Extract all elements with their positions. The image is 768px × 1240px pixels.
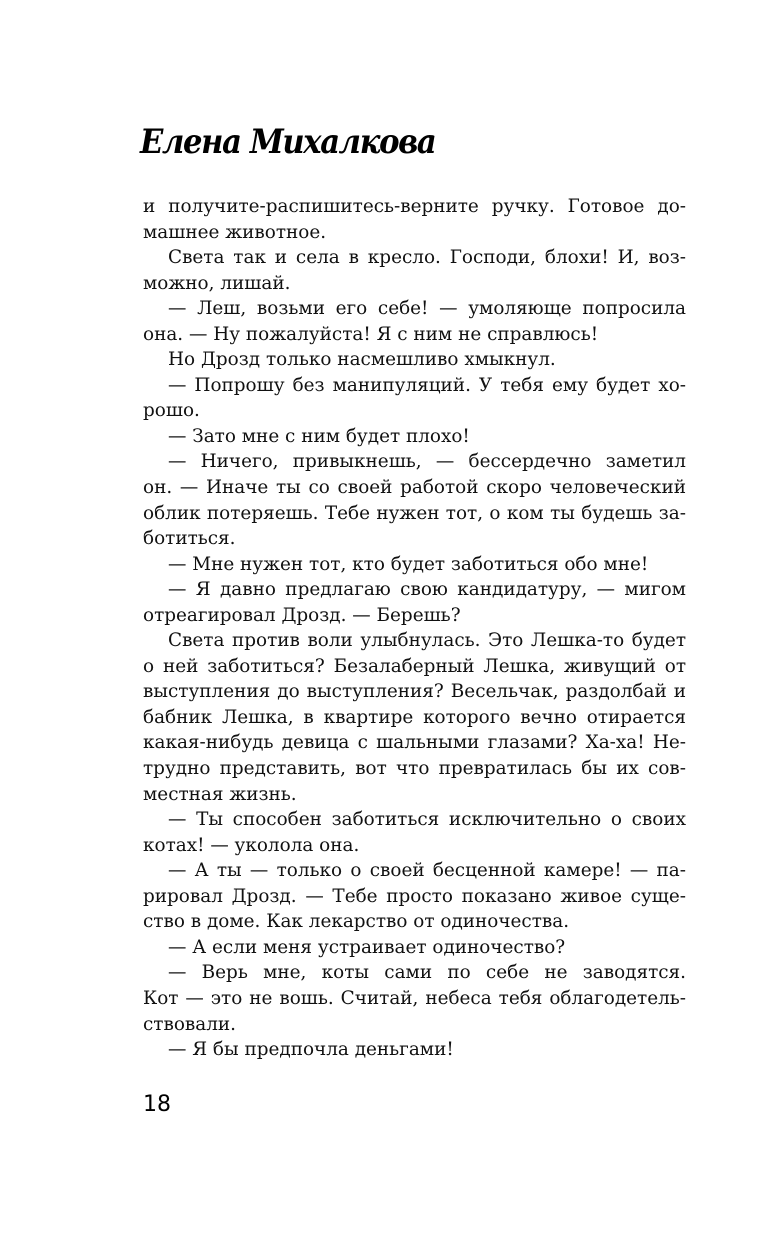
text-line: ство в доме. Как лекарство от одиночества. xyxy=(143,911,570,933)
text-line: ствовали. xyxy=(143,1013,237,1035)
text-line: — Леш, возьми его себе! — умоляюще попросила xyxy=(168,298,686,320)
text-line: — Ничего, привыкнешь, — бессердечно заметил xyxy=(168,451,686,473)
text-line: облик потеряешь. Тебе нужен тот, о ком ты будешь за- xyxy=(143,502,686,524)
text-line: машнее животное. xyxy=(143,221,327,243)
text-line: — Ты способен заботиться исключительно о своих xyxy=(168,809,686,831)
text-line: — Я бы предпочла деньгами! xyxy=(168,1039,454,1061)
text-line: трудно представить, вот что превратилась бы их сов- xyxy=(143,758,686,780)
text-line: — Я давно предлагаю свою кандидатуру, — мигом xyxy=(168,579,686,601)
text-line: котах! — уколола она. xyxy=(143,834,360,856)
text-line: — Верь мне, коты сами по себе не заводятся. xyxy=(168,962,686,984)
text-line: выступления до выступления? Весельчак, раздолбай и xyxy=(143,681,686,703)
text-line: бабник Лешка, в квартире которого вечно отирается xyxy=(143,706,686,728)
author-running-head: Елена Михалкова xyxy=(140,122,436,162)
text-line: можно, лишай. xyxy=(143,272,291,294)
text-line: — А ты — только о своей бесценной камере! — па- xyxy=(168,860,686,882)
text-line: рировал Дрозд. — Тебе просто показано живое суще- xyxy=(143,885,686,907)
text-line: Кот — это не вошь. Считай, небеса тебя облагодетель- xyxy=(143,987,686,1009)
text-line: Света против воли улыбнулась. Это Лешка-то будет xyxy=(168,630,686,652)
text-line: о ней заботиться? Безалаберный Лешка, живущий от xyxy=(143,655,686,677)
text-line: Но Дрозд только насмешливо хмыкнул. xyxy=(168,349,556,371)
text-line: Света так и села в кресло. Господи, блохи! И, воз- xyxy=(168,247,686,269)
text-line: рошо. xyxy=(143,400,200,422)
text-line: местная жизнь. xyxy=(143,783,297,805)
text-line: он. — Иначе ты со своей работой скоро человеческий xyxy=(143,477,686,499)
text-line: какая-нибудь девица с шальными глазами? Ха-ха! Не- xyxy=(143,732,686,754)
text-line: — Мне нужен тот, кто будет заботиться обо мне! xyxy=(168,553,649,575)
body-text xyxy=(143,194,686,1063)
text-line: — Попрошу без манипуляций. У тебя ему будет хо- xyxy=(168,374,686,396)
text-line: она. — Ну пожалуйста! Я с ним не справлюсь! xyxy=(143,323,599,345)
page-number: 18 xyxy=(143,1092,171,1117)
text-line: — А если меня устраивает одиночество? xyxy=(168,936,566,958)
text-line: отреагировал Дрозд. — Берешь? xyxy=(143,604,461,626)
text-line: — Зато мне с ним будет плохо! xyxy=(168,425,470,447)
text-line: и получите-распишитесь-верните ручку. Готовое до- xyxy=(143,196,686,217)
text-line: ботиться. xyxy=(143,528,236,550)
